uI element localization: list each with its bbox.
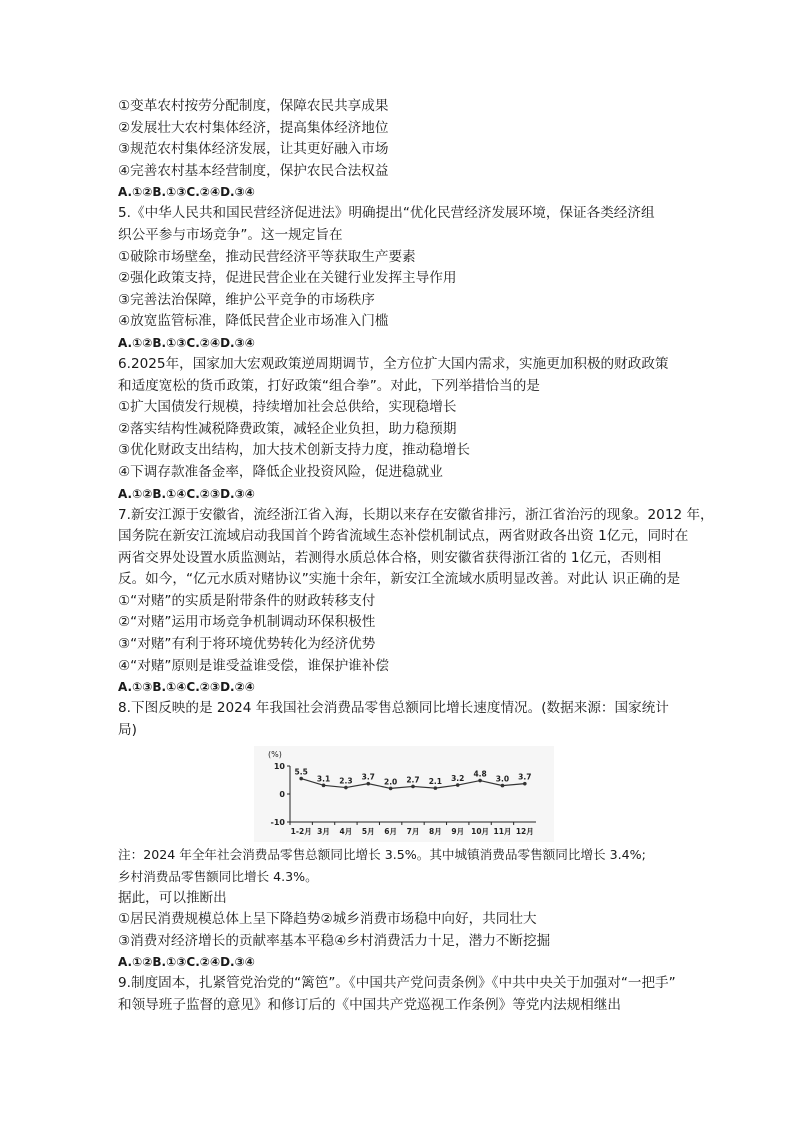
q7-stem-line-2: 国务院在新安江流域启动我国首个跨省流域生态补偿机制试点，两省财政各出资 1亿元，同时在	[118, 528, 689, 545]
x-tick-label: 6月	[384, 827, 397, 837]
data-point	[366, 782, 370, 786]
data-label: 3.7	[361, 773, 375, 783]
q6-option-4: ④下调存款准备金率，降低企业投资风险，促进稳就业	[118, 463, 443, 480]
q7-option-4: ④“对赌”原则是谁受益谁受偿，谁保护谁补偿	[118, 657, 389, 674]
exam-page	[118, 96, 714, 1017]
x-tick-label: 1-2月	[290, 827, 312, 837]
data-point	[299, 777, 303, 781]
q7-stem-line-1: 7.新安江源于安徽省，流经浙江省入海，长期以来存在安徽省排污，浙江省治污的现象。2012 年，	[118, 506, 714, 523]
q6-stem-line-1: 6.2025年，国家加大宏观政策逆周期调节，全方位扩大国内需求，实施更加积极的财政政策	[118, 355, 669, 372]
data-point	[434, 787, 438, 791]
question-5	[118, 203, 678, 354]
q8-infer: 据此，可以推断出	[118, 889, 227, 906]
data-point	[456, 784, 460, 788]
q8-option-2: ③消费对经济增长的贡献率基本平稳④乡村消费活力十足，潜力不断挖掘	[118, 932, 551, 949]
q8-stem-line-1: 8.下图反映的是 2024 年我国社会消费品零售总额同比增长速度情况。(数据来源：国家统计	[118, 700, 669, 717]
x-tick-label: 12月	[515, 827, 534, 837]
q6-stem-line-2: 和适度宽松的货币政策，打好政策“组合拳”。对此，下列举措恰当的是	[118, 377, 540, 394]
q4-option-2: ②发展壮大农村集体经济，提高集体经济地位	[118, 119, 389, 136]
chart-svg	[254, 746, 554, 842]
y-unit-label: (%)	[268, 750, 282, 760]
data-label: 4.8	[473, 769, 487, 779]
x-tick-label: 9月	[451, 827, 465, 837]
q6-option-1: ①扩大国债发行规模，持续增加社会总供给，实现稳增长	[118, 399, 457, 416]
data-label: 3.2	[451, 774, 465, 784]
growth-line-chart	[254, 746, 554, 842]
q4-option-4: ④完善农村基本经营制度，保护农民合法权益	[118, 162, 389, 179]
question-9	[118, 973, 678, 1016]
q5-option-2: ②强化政策支持，促进民营企业在关键行业发挥主导作用	[118, 270, 457, 287]
q7-answers: A.①③B.①④C.②③D.②④	[118, 680, 255, 695]
q8-note-line-1: 注：2024 年全年社会消费品零售总额同比增长 3.5%。其中城镇消费品零售额同比增长 3.4%;	[118, 847, 646, 863]
q5-stem-line-1: 5.《中华人民共和国民营经济促进法》明确提出“优化民营经济发展环境，保证各类经济组	[118, 205, 655, 222]
data-point	[344, 786, 348, 790]
data-point	[501, 784, 505, 788]
q7-stem-line-3: 两省交界处设置水质监测站，若测得水质总体合格，则安徽省获得浙江省的 1亿元，否则相	[118, 549, 662, 566]
q4-options	[118, 96, 678, 203]
q7-option-3: ③“对赌”有利于将环境优势转化为经济优势	[118, 636, 376, 653]
q8-note-line-2: 乡村消费品零售额同比增长 4.3%。	[118, 869, 318, 885]
q7-option-1: ①“对赌”的实质是附带条件的财政转移支付	[118, 592, 376, 609]
data-point	[389, 787, 393, 791]
q4-option-1: ①变革农村按劳分配制度，保障农民共享成果	[118, 98, 389, 114]
data-point	[523, 782, 527, 786]
x-tick-label: 7月	[406, 827, 420, 837]
q7-stem-line-4: 反。如今，“亿元水质对赌协议”实施十余年，新安江全流域水质明显改善。对此认 识正确的是	[118, 571, 681, 588]
q6-option-2: ②落实结构性减税降费政策，减轻企业负担，助力稳预期	[118, 420, 457, 437]
question-6	[118, 354, 678, 505]
x-tick-label: 5月	[361, 827, 375, 837]
data-point	[411, 785, 415, 789]
q8-option-1: ①居民消费规模总体上呈下降趋势②城乡消费市场稳中向好，共同壮大	[118, 911, 537, 928]
data-point	[322, 784, 326, 788]
x-tick-label: 4月	[339, 827, 353, 837]
q6-option-3: ③优化财政支出结构，加大技术创新支持力度，推动稳增长	[118, 442, 471, 459]
y-tick-label: 0	[279, 790, 285, 800]
x-tick-label: 10月	[471, 827, 490, 837]
q9-stem-line-2: 和领导班子监督的意见》和修订后的《中国共产党巡视工作条例》等党内法规相继出	[118, 997, 621, 1013]
q4-option-3: ③规范农村集体经济发展，让其更好融入市场	[118, 141, 389, 158]
q6-answers: A.①②B.①④C.②③D.③④	[118, 486, 255, 501]
data-label: 2.1	[428, 777, 443, 787]
q4-answers: A.①②B.①③C.②④D.③④	[118, 185, 255, 200]
y-tick-label: 10	[273, 762, 285, 772]
x-tick-label: 8月	[429, 827, 442, 837]
q5-answers: A.①②B.①③C.②④D.③④	[118, 335, 255, 350]
x-tick-label: 3月	[317, 827, 330, 837]
data-point	[478, 779, 482, 783]
y-tick-label: -10	[270, 818, 285, 828]
q7-option-2: ②“对赌”运用市场竞争机制调动环保积极性	[118, 614, 376, 631]
data-label: 2.7	[406, 775, 420, 785]
data-label: 3.0	[495, 775, 510, 785]
q8-answers: A.①②B.①③C.②④D.③④	[118, 955, 255, 970]
q8-stem-line-2: 局)	[118, 721, 137, 738]
question-7	[118, 505, 714, 699]
q5-option-1: ①破除市场壁垒，推动民营经济平等获取生产要素	[118, 248, 416, 265]
question-8	[118, 698, 678, 973]
data-label: 2.0	[383, 777, 398, 787]
data-label: 5.5	[294, 768, 308, 778]
q5-stem-line-2: 织公平参与市场竞争”。这一规定旨在	[118, 226, 343, 243]
data-label: 2.3	[339, 776, 353, 786]
q5-option-3: ③完善法治保障，维护公平竞争的市场秩序	[118, 291, 375, 308]
q5-option-4: ④放宽监管标准，降低民营企业市场准入门槛	[118, 313, 389, 330]
data-label: 3.1	[316, 774, 331, 784]
q9-stem-line-1: 9.制度固本，扎紧管党治党的“篱笆”。《中国共产党问责条例》《中共中央关于加强对“一把手”	[118, 975, 676, 992]
data-label: 3.7	[518, 773, 532, 783]
x-tick-label: 11月	[493, 827, 512, 837]
